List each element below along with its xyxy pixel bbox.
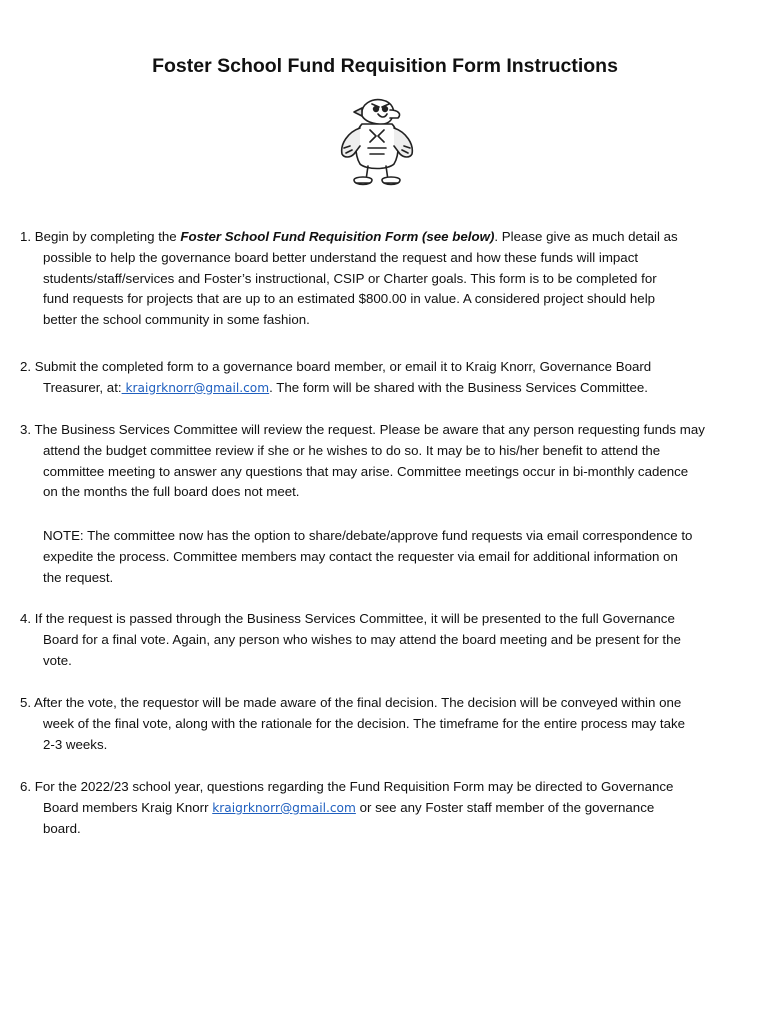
item-5-line-3: 2-3 weeks. xyxy=(43,736,108,752)
item-4-line-3: vote. xyxy=(43,652,72,668)
item-6-text: Board members Kraig Knorr xyxy=(43,799,213,815)
item-3-line-1: 3. The Business Services Committee will review the request. Please be aware that any person requesting funds may xyxy=(20,422,705,437)
item-5-line-1: 5. After the vote, the requestor will be made aware of the final decision. The decision will be conveyed within one xyxy=(20,695,682,710)
item-6-line-2 xyxy=(20,798,732,819)
item-4-line-1: 4. If the request is passed through the Business Services Committee, it will be presented to the full Governance xyxy=(20,611,675,626)
item-1-line-2: possible to help the governance board better understand the request and how these funds will impact xyxy=(43,249,639,265)
contact-email-link[interactable]: kraigrknorr@gmail.com xyxy=(212,800,356,815)
item-3-line-4: on the months the full board does not meet. xyxy=(43,484,300,500)
note-line-1: NOTE: The committee now has the option to share/debate/approve fund requests via email correspondence to xyxy=(43,528,693,543)
item-1-line-5: better the school community in some fashion. xyxy=(43,312,310,328)
item-2-text-cont: . The form will be shared with the Business Services Committee. xyxy=(269,379,648,395)
instruction-item-2 xyxy=(20,357,732,399)
committee-note xyxy=(43,526,755,588)
page-title: Foster School Fund Requisition Form Instructions xyxy=(152,55,618,77)
instruction-item-6 xyxy=(20,777,732,839)
item-5-line-2: week of the final vote, along with the rationale for the decision. The timeframe for the entire process may take xyxy=(43,715,686,731)
item-1-line-3: students/staff/services and Foster’s instructional, CSIP or Charter goals. This form is to be completed for xyxy=(43,270,657,286)
item-2-line-2 xyxy=(20,378,732,399)
item-3-line-3: committee meeting to answer any questions that may arise. Committee meetings occur in bi-monthly cadence xyxy=(43,463,689,479)
item-6-text-cont: or see any Foster staff member of the governance xyxy=(355,799,655,815)
item-2-line-1: 2. Submit the completed form to a governance board member, or email it to Kraig Knorr, Governance Board xyxy=(20,359,652,374)
instruction-item-1 xyxy=(20,227,732,331)
item-2-text: Treasurer, at: xyxy=(43,379,122,395)
note-line-3: the request. xyxy=(43,569,114,585)
item-1-text: 1. Begin by completing the xyxy=(20,229,181,244)
form-name-emphasis: Foster School Fund Requisition Form (see below) xyxy=(180,229,495,244)
item-3-line-2: attend the budget committee review if she or he wishes to do so. It may be to his/her benefit to attend the xyxy=(43,442,661,458)
item-1-text-cont: . Please give as much detail as xyxy=(494,229,678,244)
treasurer-email-link[interactable]: kraigrknorr@gmail.com xyxy=(121,380,270,395)
item-1-line-1 xyxy=(20,227,732,248)
item-6-line-1: 6. For the 2022/23 school year, questions regarding the Fund Requisition Form may be directed to Governance xyxy=(20,779,674,794)
eagle-mascot-icon xyxy=(332,96,424,194)
instruction-item-4 xyxy=(20,609,732,671)
note-line-2: expedite the process. Committee members may contact the requester via email for additional information on xyxy=(43,548,678,564)
item-4-line-2: Board for a final vote. Again, any person who wishes to may attend the board meeting and be present for the xyxy=(43,631,681,647)
instruction-item-5 xyxy=(20,693,732,755)
item-1-line-4: fund requests for projects that are up to an estimated $800.00 in value. A considered project should help xyxy=(43,291,656,307)
item-6-line-3: board. xyxy=(43,820,81,836)
instruction-item-3 xyxy=(20,420,732,503)
